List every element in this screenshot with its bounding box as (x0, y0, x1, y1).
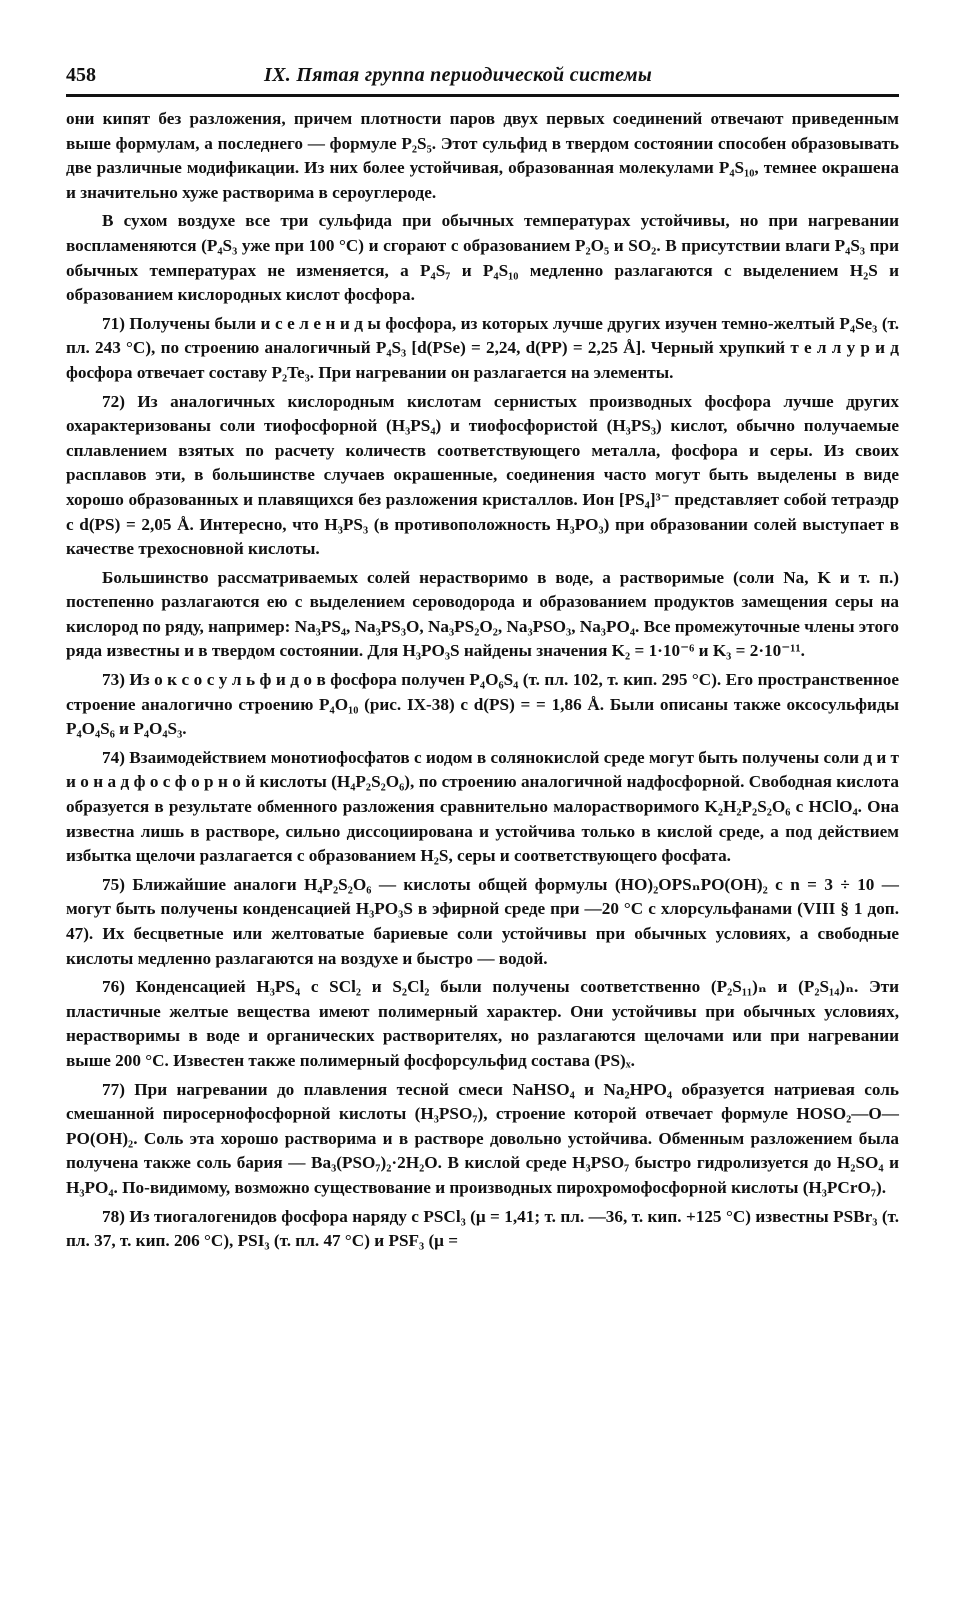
page-header (66, 64, 899, 94)
paragraph-2: В сухом воздухе все три сульфида при обычных температурах устойчивы, но при нагревании воспламеняются (P₄S₃ уже при 100 °C) и сгорают с образованием P₂O₅ и SO₂. В присутствии влаги P₄S₃ при обычных температурах не изменяется, а P₄S₇ и P₄S₁₀ медленно разлагаются с выделением H₂S и образованием кислородных кислот фосфора. (66, 211, 899, 305)
paragraph-74: 74) Взаимодействием монотиофосфатов с иодом в солянокислой среде могут быть получены соли д и т и о н а д ф о с ф о р н о й кислоты (H₄P₂S₂O₆), по строению аналогичной надфосфорной. Свободная кислота образуется в результате обменного разложения сравнительно малорастворимого K₂H₂P₂S₂O₆ с HClO₄. Она известна лишь в растворе, сильно диссоциирована и устойчива только в кислой среде, а под действием избытка щелочи разлагается с образованием H₂S, серы и соответствующего фосфата. (66, 747, 899, 866)
paragraph-75: 75) Ближайшие аналоги H₄P₂S₂O₆ — кислоты общей формулы (HO)₂OPSₙPO(OH)₂ с n = 3 ÷ 10 — могут быть получены конденсацией H₃PO₃S в эфирной среде при —20 °C с хлорсульфанами (VIII § 1 доп. 47). Их бесцветные или желтоватые бариевые соли устойчивы при обычных условиях, а свободные кислоты медленно разлагаются на воздухе и быстро — водой. (66, 874, 899, 968)
paragraph-72-continued: Большинство рассматриваемых солей нерастворимо в воде, а растворимые (соли Na, K и т. п.) постепенно разлагаются ею с выделением сероводорода и образованием продуктов замещения серы на кислород по ряду, например: Na₃PS₄, Na₃PS₃O, Na₃PS₂O₂, Na₃PSO₃, Na₃PO₄. Все промежуточные члены этого ряда известны и в твердом состоянии. Для H₃PO₃S найдены значения K₂ = 1·10⁻⁶ и K₃ = 2·10⁻¹¹. (66, 567, 900, 661)
paragraph-77: 77) При нагревании до плавления тесной смеси NaHSO₄ и Na₂HPO₄ образуется натриевая соль смешанной пиросернофосфорной кислоты (H₃PSO₇), строение которой отвечает формуле HOSO₂—O—PO(OH)₂. Соль эта хорошо растворима и в растворе довольно устойчива. Обменным разложением была получена также соль бария — Ba₃(PSO₇)₂·2H₂O. В кислой среде H₃PSO₇ быстро гидролизуется до H₂SO₄ и H₃PO₄. По-видимому, возможно существование и производных пирохромофосфорной кислоты (H₃PCrO₇). (66, 1079, 899, 1197)
paragraph-76: 76) Конденсацией H₃PS₄ с SCl₂ и S₂Cl₂ были получены соответственно (P₂S₁₁)ₙ и (P₂S₁₄)ₙ. Эти пластичные желтые вещества имеют полимерный характер. Они устойчивы при обычных условиях, нерастворимы в воде и органических растворителях, но разлагаются щелочами или при нагревании выше 200 °C. Известен также полимерный фосфорсульфид состава (PS)ₓ. (66, 977, 899, 1070)
paragraph-73: 73) Из о к с о с у л ь ф и д о в фосфора получен P₄O₆S₄ (т. пл. 102, т. кип. 295 °C). Его пространственное строение аналогично строению P₄O₁₀ (рис. IX-38) с d(PS) = = 1,86 Å. Были описаны также оксосульфиды P₄O₄S₆ и P₄O₄S₃. (66, 670, 899, 739)
paragraph-1: они кипят без разложения, причем плотности паров двух первых соединений отвечают приведенным выше формулам, а последнего — формуле P₂S₅. Этот сульфид в твердом состоянии способен образовывать две различные модификации. Из них более устойчивая, образованная молекулами P₄S₁₀, темнее окрашена и значительно хуже растворима в сероуглероде. (66, 109, 899, 202)
running-title: IX. Пятая группа периодической системы (264, 64, 653, 86)
paragraph-78: 78) Из тиогалогенидов фосфора наряду с PSCl₃ (μ = 1,41; т. пл. —36, т. кип. +125 °C) известны PSBr₃ (т. пл. 37, т. кип. 206 °C), PSI₃ (т. пл. 47 °C) и PSF₃ (μ = (66, 1206, 899, 1251)
header-rule (66, 94, 899, 97)
page-number: 458 (66, 64, 96, 86)
paragraph-72: 72) Из аналогичных кислородным кислотам сернистых производных фосфора лучше других охарактеризованы соли тиофосфорной (H₃PS₄) и тиофосфористой (H₃PS₃) кислот, обычно получаемые сплавлением взятых по расчету количеств соответствующего металла, фосфора и серы. Из своих расплавов эти, в большинстве случаев окрашенные, соединения часто могут быть выделены в виде хорошо образованных и плавящихся без разложения кристаллов. Ион [PS₄]³⁻ представляет собой тетраэдр с d(PS) = 2,05 Å. Интересно, что H₃PS₃ (в противоположность H₃PO₃) при образовании солей выступает в качестве трехосновной кислоты. (66, 391, 899, 559)
paragraph-71: 71) Получены были и с е л е н и д ы фосфора, из которых лучше других изучен темно-желтый P₄Se₃ (т. пл. 243 °C), по строению аналогичный P₄S₃ [d(PSe) = 2,24, d(PP) = 2,25 Å]. Черный хрупкий т е л л у р и д фосфора отвечает составу P₂Te₃. При нагревании он разлагается на элементы. (66, 313, 899, 382)
